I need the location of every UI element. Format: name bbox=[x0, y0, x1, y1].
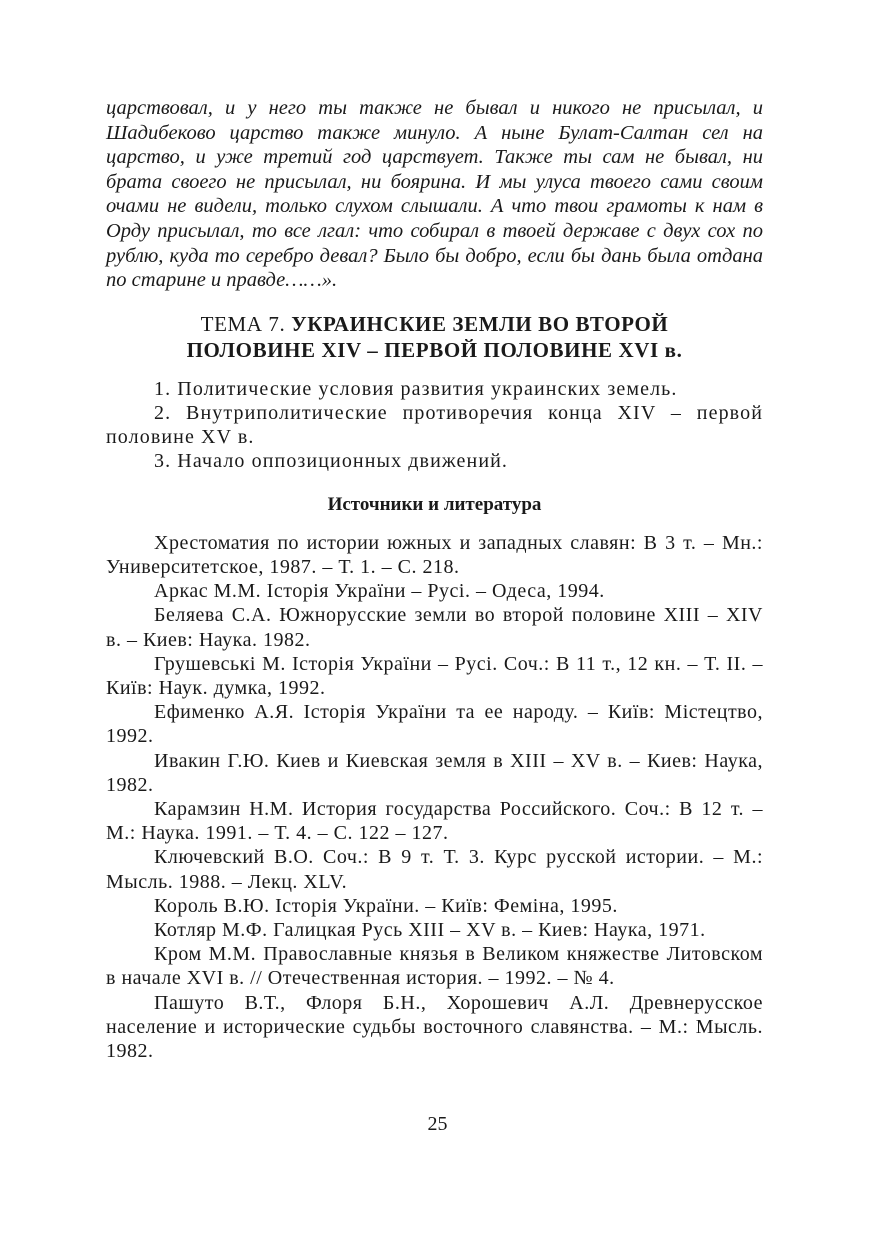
reference-item: Кром М.М. Православные князья в Великом княжестве Литовском в начале XVI в. // Отечественная история. – 1992. – № 4. bbox=[106, 943, 763, 990]
plan-item: 1. Политические условия развития украинских земель. bbox=[154, 377, 678, 400]
topic-title-line1: УКРАИНСКИЕ ЗЕМЛИ ВО ВТОРОЙ bbox=[291, 311, 669, 336]
plan-item: 2. Внутриполитические противоречия конца XIV – первой половине XV в. bbox=[106, 401, 763, 448]
reference-item: Ивакин Г.Ю. Киев и Киевская земля в XIII – XV в. – Киев: Наука, 1982. bbox=[106, 749, 763, 796]
plan-list bbox=[106, 377, 763, 473]
reference-item: Пашуто В.Т., Флоря Б.Н., Хорошевич А.Л. Древнерусское население и исторические судьбы восточного славянства. – М.: Мысль. 1982. bbox=[106, 991, 763, 1063]
plan-item: 3. Начало оппозиционных движений. bbox=[154, 449, 509, 472]
reference-item: Карамзин Н.М. История государства Российского. Соч.: В 12 т. – М.: Наука. 1991. – Т. 4. – С. 122 – 127. bbox=[106, 797, 763, 845]
reference-item: Ключевский В.О. Соч.: В 9 т. Т. 3. Курс русской истории. – М.: Мысль. 1988. – Лекц. XLV. bbox=[106, 846, 763, 893]
reference-item: Котляр М.Ф. Галицкая Русь XIII – XV в. – Киев: Наука, 1971. bbox=[154, 919, 706, 941]
page-number: 25 bbox=[427, 1113, 448, 1135]
reference-item: Беляева С.А. Южнорусские земли во второй половине XIII – XIV в. – Киев: Наука. 1982. bbox=[106, 604, 763, 651]
sources-heading: Источники и литература bbox=[327, 493, 542, 515]
topic-title bbox=[106, 311, 763, 363]
topic-label: ТЕМА 7. bbox=[200, 311, 286, 336]
reference-item: Грушевські М. Історія України – Русі. Соч.: В 11 т., 12 кн. – Т. II. – Київ: Наук. думка, 1992. bbox=[106, 652, 763, 699]
reference-item: Хрестоматия по истории южных и западных славян: В 3 т. – Мн.: Университетское, 1987. – Т. 1. – С. 218. bbox=[106, 531, 763, 578]
quote-block bbox=[106, 96, 763, 293]
topic-title-line2: ПОЛОВИНЕ XIV – ПЕРВОЙ ПОЛОВИНЕ XVI в. bbox=[186, 337, 683, 362]
reference-item: Аркас М.М. Історія України – Русі. – Одеса, 1994. bbox=[154, 580, 605, 603]
reference-item: Король В.Ю. Історія України. – Київ: Феміна, 1995. bbox=[154, 894, 618, 917]
quote-paragraph: царствовал, и у него ты также не бывал и никого не присылал, и Шадибеково царство также минуло. А ныне Булат-Салтан сел на царство, и уже третий год царствует. Также ты сам не бывал, ни брата своего не присылал, ни боярина. И мы улуса твоего сами своим очами не видели, только слухом слышали. А что твои грамоты к нам в Орду присылал, то все лгал: что собирал в твоей державе с двух сох по рублю, куда то серебро девал? Было бы добро, если бы дань была отдана по старине и правде……». bbox=[106, 97, 763, 292]
reference-item: Ефименко А.Я. Історія України та ее народу. – Київ: Містецтво, 1992. bbox=[106, 701, 763, 748]
references-list bbox=[106, 531, 763, 1063]
